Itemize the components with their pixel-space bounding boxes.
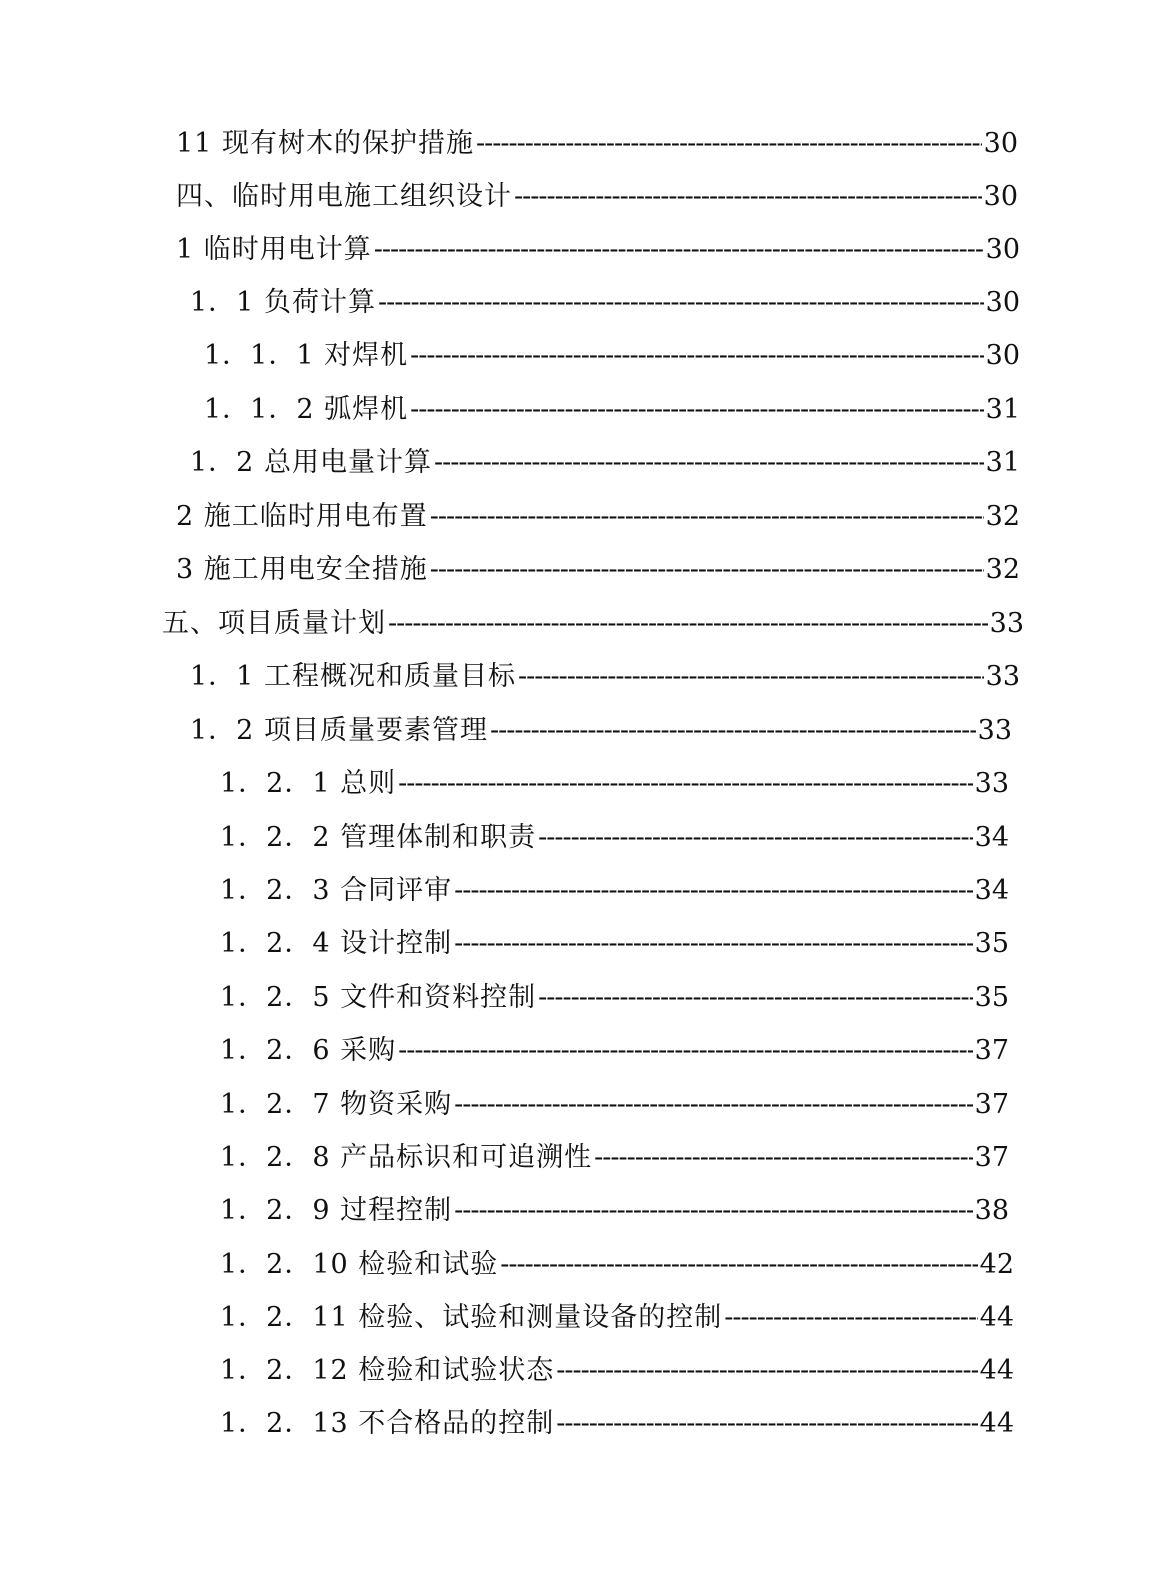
toc-entry-label: 1．2 项目质量要素管理 — [190, 715, 488, 746]
toc-entry-page: 33 — [985, 661, 1020, 692]
toc-entry — [190, 283, 1020, 323]
toc-entry-label: 1．2．6 采购 — [220, 1035, 397, 1066]
toc-dot-leader — [556, 1351, 977, 1391]
toc-entry — [220, 764, 1009, 804]
toc-entry — [220, 1031, 1009, 1071]
toc-dot-leader — [724, 1298, 977, 1338]
toc-entry-label: 1．2．11 检验、试验和测量设备的控制 — [220, 1302, 723, 1333]
toc-dot-leader — [500, 1245, 977, 1285]
toc-entry — [162, 604, 1024, 644]
toc-entry-label: 1．1．1 对焊机 — [204, 340, 409, 371]
toc-entry-label: 1．2．10 检验和试验 — [220, 1249, 499, 1280]
toc-entry — [220, 1298, 1014, 1338]
toc-dot-leader — [594, 1138, 973, 1178]
toc-entry-label: 1．2．5 文件和资料控制 — [220, 982, 537, 1013]
toc-entry-page: 33 — [989, 608, 1024, 639]
toc-dot-leader — [454, 1085, 973, 1125]
toc-entry — [176, 124, 1018, 164]
toc-entry — [204, 336, 1020, 376]
toc-entry-label: 1．2．9 过程控制 — [220, 1195, 453, 1226]
toc-entry-label: 1．2．12 检验和试验状态 — [220, 1355, 555, 1386]
toc-entry — [176, 230, 1020, 270]
toc-entry-page: 31 — [985, 447, 1020, 478]
toc-entry-label: 1．2．1 总则 — [220, 768, 397, 799]
toc-entry — [220, 818, 1009, 858]
toc-dot-leader — [378, 283, 984, 323]
toc-entry — [176, 177, 1018, 217]
toc-entry — [190, 711, 1012, 751]
toc-entry-page: 44 — [979, 1302, 1014, 1333]
toc-dot-leader — [476, 124, 982, 164]
toc-entry-page: 32 — [985, 554, 1020, 585]
toc-entry-label: 1．2．8 产品标识和可追溯性 — [220, 1142, 593, 1173]
toc-entry — [190, 657, 1020, 697]
toc-entry — [190, 443, 1020, 483]
toc-dot-leader — [430, 550, 984, 590]
toc-entry-page: 30 — [985, 287, 1020, 318]
toc-dot-leader — [538, 978, 973, 1018]
toc-entry-page: 35 — [974, 982, 1009, 1013]
toc-dot-leader — [514, 177, 982, 217]
toc-entry-page: 44 — [979, 1355, 1014, 1386]
toc-entry-label: 1．2．7 物资采购 — [220, 1089, 453, 1120]
toc-entry-label: 1．2．4 设计控制 — [220, 928, 453, 959]
toc-dot-leader — [374, 230, 984, 270]
toc-dot-leader — [454, 1191, 973, 1231]
toc-entry-label: 11 现有树木的保护措施 — [176, 128, 474, 159]
toc-entry-label: 1．1．2 弧焊机 — [204, 394, 409, 425]
toc-dot-leader — [518, 657, 984, 697]
toc-entry-page: 37 — [974, 1089, 1009, 1120]
toc-entry — [176, 497, 1020, 537]
toc-entry-page: 30 — [985, 340, 1020, 371]
toc-entry-page: 30 — [985, 234, 1020, 265]
toc-entry — [204, 390, 1020, 430]
toc-dot-leader — [430, 497, 984, 537]
toc-entry — [220, 1085, 1009, 1125]
toc-entry — [220, 1404, 1014, 1444]
toc-dot-leader — [490, 711, 976, 751]
toc-dot-leader — [398, 1031, 973, 1071]
toc-entry-page: 33 — [974, 768, 1009, 799]
toc-entry-label: 五、项目质量计划 — [162, 608, 386, 639]
toc-entry-page: 37 — [974, 1035, 1009, 1066]
toc-entry — [220, 978, 1009, 1018]
toc-entry-label: 1．2．2 管理体制和职责 — [220, 822, 537, 853]
toc-dot-leader — [454, 871, 973, 911]
toc-dot-leader — [556, 1404, 977, 1444]
toc-entry — [220, 1191, 1009, 1231]
toc-entry-label: 3 施工用电安全措施 — [176, 554, 428, 585]
toc-entry-page: 34 — [974, 822, 1009, 853]
toc-dot-leader — [434, 443, 984, 483]
toc-entry-page: 44 — [979, 1408, 1014, 1439]
toc-dot-leader — [454, 924, 973, 964]
toc-entry-label: 1．2．3 合同评审 — [220, 875, 453, 906]
toc-dot-leader — [538, 818, 973, 858]
toc-entry-label: 1．1 工程概况和质量目标 — [190, 661, 516, 692]
toc-entry-page: 38 — [974, 1195, 1009, 1226]
toc-dot-leader — [410, 336, 984, 376]
toc-entry — [176, 550, 1020, 590]
toc-entry-label: 1．1 负荷计算 — [190, 287, 376, 318]
toc-entry-page: 35 — [974, 928, 1009, 959]
toc-entry-label: 1 临时用电计算 — [176, 234, 372, 265]
toc-entry-label: 1．2 总用电量计算 — [190, 447, 432, 478]
toc-entry-page: 32 — [985, 501, 1020, 532]
toc-entry-page: 31 — [985, 394, 1020, 425]
toc-entry-page: 30 — [983, 128, 1018, 159]
toc-entry-page: 42 — [979, 1249, 1014, 1280]
toc-dot-leader — [410, 390, 984, 430]
toc-entry — [220, 924, 1009, 964]
toc-entry — [220, 1351, 1014, 1391]
toc-entry-label: 四、临时用电施工组织设计 — [176, 181, 512, 212]
toc-entry-page: 34 — [974, 875, 1009, 906]
toc-dot-leader — [398, 764, 973, 804]
toc-entry-page: 37 — [974, 1142, 1009, 1173]
toc-entry — [220, 1138, 1009, 1178]
toc-dot-leader — [388, 604, 988, 644]
toc-entry-label: 2 施工临时用电布置 — [176, 501, 428, 532]
toc-entry-label: 1．2．13 不合格品的控制 — [220, 1408, 555, 1439]
toc-entry — [220, 871, 1009, 911]
toc-entry-page: 33 — [977, 715, 1012, 746]
toc-entry-page: 30 — [983, 181, 1018, 212]
toc-entry — [220, 1245, 1014, 1285]
